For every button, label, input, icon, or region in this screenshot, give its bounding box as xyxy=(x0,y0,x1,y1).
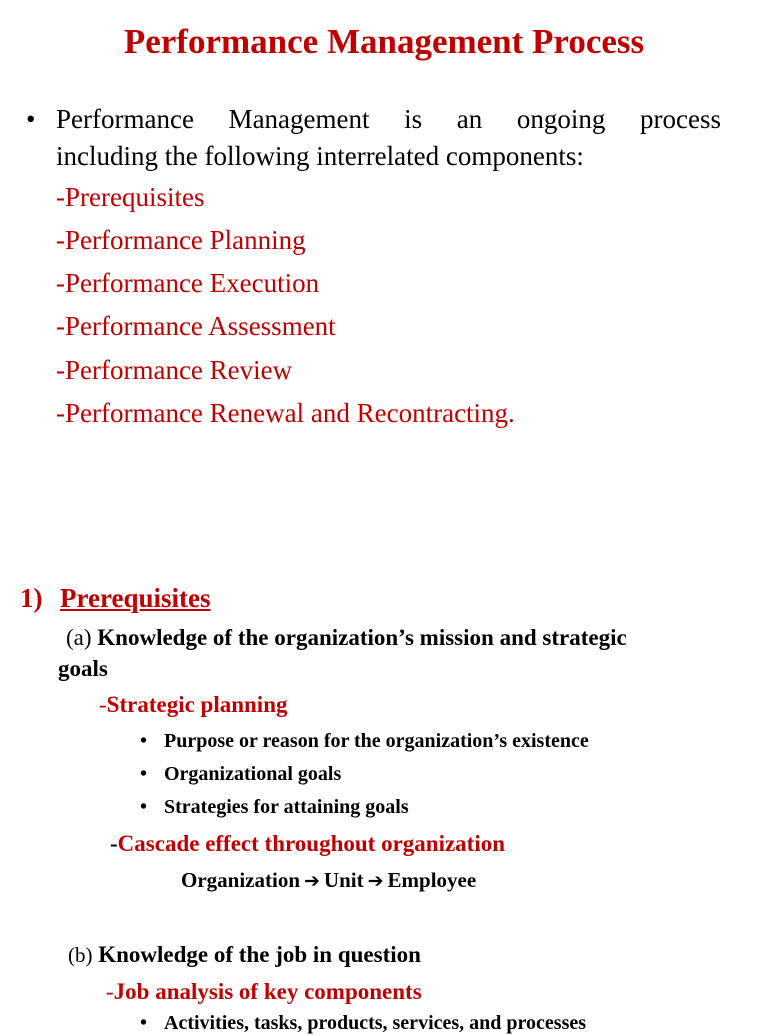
bullet-text: Organizational goals xyxy=(164,763,342,785)
bullet-item: • Organizational goals xyxy=(140,763,342,785)
job-analysis-heading: -Job analysis of key components xyxy=(106,979,422,1004)
subsection-a-line1 xyxy=(66,625,627,651)
subsection-b-label: (b) xyxy=(68,943,93,967)
flow-unit: Unit xyxy=(323,868,364,892)
flow-employee: Employee xyxy=(387,868,477,892)
strategic-planning-text: Strategic planning xyxy=(106,692,288,717)
arrow-right-icon: ➔ xyxy=(367,870,384,892)
bullet-item: • Purpose or reason for the organization’s existence xyxy=(140,730,589,752)
strategic-planning-heading: -Strategic planning xyxy=(99,692,288,717)
intro-text-line2: including the following interrelated components: xyxy=(56,141,584,171)
intro-text-line1: Performance Management is an ongoing process xyxy=(56,104,721,134)
cascade-text: Cascade effect throughout organization xyxy=(117,831,506,856)
bullet-text: Purpose or reason for the organization’s existence xyxy=(164,730,589,752)
component-execution: -Performance Execution xyxy=(56,268,320,298)
cascade-flow xyxy=(181,868,476,893)
subsection-a-label: (a) xyxy=(66,625,92,650)
component-assessment: -Performance Assessment xyxy=(56,311,336,341)
subsection-a-text: Knowledge of the organization’s mission and strategic xyxy=(97,625,627,650)
page-title: Performance Management Process xyxy=(123,22,645,61)
bullet-text: Strategies for attaining goals xyxy=(164,796,409,818)
subsection-b-line xyxy=(68,942,421,968)
flow-organization: Organization xyxy=(181,868,300,892)
arrow-right-icon: ➔ xyxy=(304,870,320,892)
component-review: -Performance Review xyxy=(56,355,293,385)
component-prerequisites: -Prerequisites xyxy=(56,182,205,212)
component-planning: -Performance Planning xyxy=(56,225,306,255)
intro-bullet: • xyxy=(26,104,36,134)
bullet-item-partial: • Activities, tasks, products, services, and processes xyxy=(140,1012,587,1034)
bullet-item: • Strategies for attaining goals xyxy=(140,796,409,818)
job-analysis-text: Job analysis of key components xyxy=(113,979,422,1004)
cascade-heading: -Cascade effect throughout organization xyxy=(110,831,506,856)
section-title: Prerequisites xyxy=(60,583,211,613)
section-number: 1) xyxy=(20,583,43,613)
bullet-text: Activities, tasks, products, services, and processes xyxy=(164,1012,587,1034)
component-renewal: -Performance Renewal and Recontracting. xyxy=(56,398,515,428)
subsection-a-line2: goals xyxy=(58,656,108,681)
subsection-b-text: Knowledge of the job in question xyxy=(98,942,421,967)
